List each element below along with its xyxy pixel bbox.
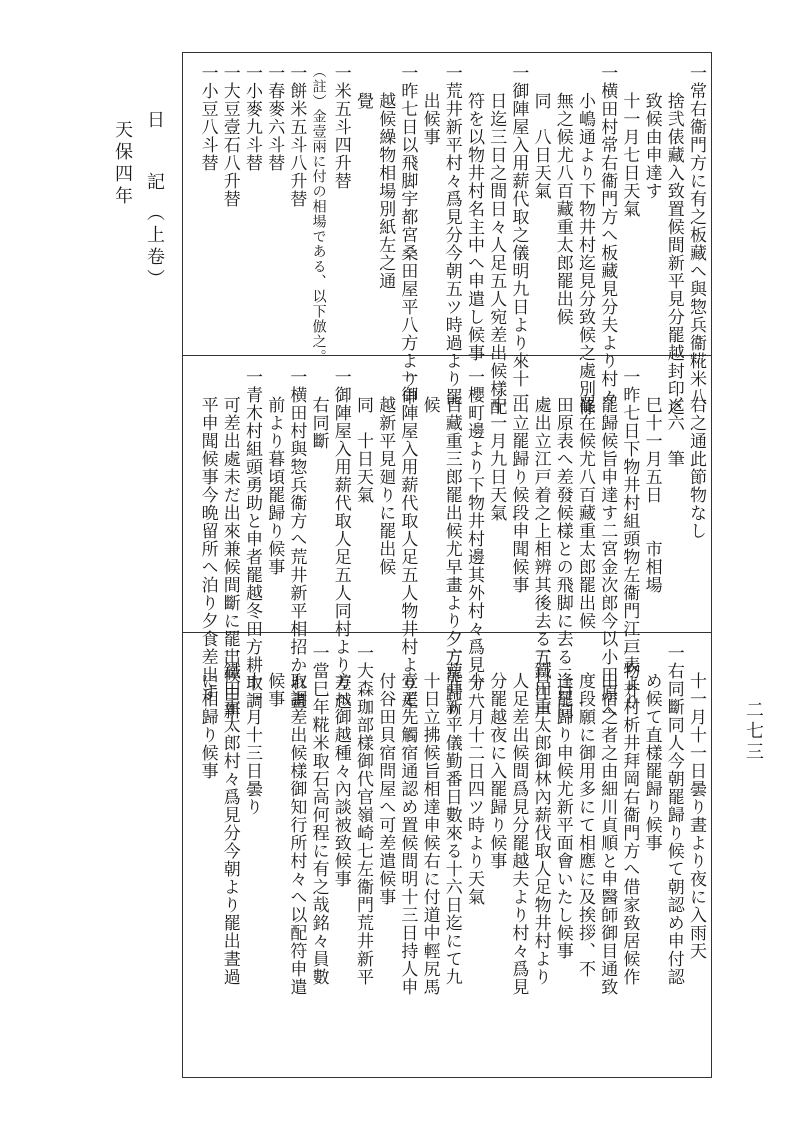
middle-line: 前より暮頃罷歸り候事 [264,396,285,576]
header-title-b: 記 [144,171,165,194]
middle-line: 十一月九日天氣 [486,396,507,522]
bottom-line: 候事 [264,672,285,708]
top-line: 日迄三日之間日々人足五人宛差出候樣配 [486,92,507,416]
top-line: 一小豆八斗替 [197,64,218,172]
header-volume: （上卷） [144,203,165,292]
bottom-line: 人足差出候間爲見分罷越夫より村々爲見 [508,672,529,996]
top-line: 一米五斗四升替 [330,64,351,190]
bottom-line: 一鐵田重太郎御林內薪伐取人足物井村より [530,644,551,986]
page-number: 二七三 [743,700,764,763]
middle-line: 同 十日天氣 [353,396,373,504]
bottom-line: に相歸り候事 [197,672,218,780]
middle-line: 罷歸候旨申達す二宮金次郎今以小田原へ [597,396,618,720]
middle-line: 出立罷歸り候段申聞候事 [508,396,529,594]
middle-line: 罷在候尤八百藏重太郎罷出候 [575,396,595,630]
middle-line: 百藏重三郎罷出候尤早畫より夕方罷歸り [441,396,462,720]
header-title-a: 日 [144,110,165,132]
top-line: 一大豆壹石八升替 [219,64,240,208]
bottom-line: 方へ御越種々內談被致候事 [330,672,351,888]
bottom-line: 壹疋先觸宿通認め置候間明十三日持人申 [397,672,418,996]
bottom-line: め候て直樣罷歸り候事 [641,672,662,852]
top-line: 一荒井新平村々爲見分今朝五ツ時過より罷 [441,64,462,406]
top-line: 無之候尤八百藏重太郎罷出候 [552,92,573,326]
top-line: （註）金壹兩に付の相場である、以下倣之。 [310,64,327,364]
top-line: 一餅米五斗八升替 [286,64,307,208]
top-line: 一常右衞門方に有之板藏へ與惣兵衞糀米八 [686,64,706,406]
middle-line: 候 [419,396,440,414]
top-line: 出候事 [419,92,440,146]
header-era: 天保四年 [112,120,133,208]
bottom-line: 山宿之者之由細川貞順と申醫師御目通致 [597,672,618,996]
middle-line: 越新平見廻りに罷出候 [375,396,396,576]
top-line: 一春麥六斗替 [264,64,285,172]
top-line: 同 八日天氣 [530,92,551,200]
top-line: 捨弐俵藏入致置候間新平見分罷越封印迄 [663,92,684,416]
bottom-line: 付谷田貝宿問屋へ可差遣候事 [375,672,396,906]
bottom-line: 一右同斷同人今朝罷歸り候て朝認め申付認 [663,644,684,986]
top-line: 小嶋通より下物井村迄見分致候之處別條 [575,92,595,416]
middle-line: 一横田村與惣兵衞方へ荒井新平相招かれ畫 [286,368,307,710]
middle-line: 巳十一月五日 市相場 [641,396,662,594]
bottom-line: 十日立拂候旨相達申候右に付道中輕尻馬 [419,672,440,996]
bottom-line: 一大森珈部樣御代官嶺崎七左衞門荒井新平 [353,644,373,986]
top-line: 致候由申達す [641,92,662,200]
bottom-line: 分罷越夜に入罷歸り候事 [486,672,507,870]
middle-line: 右之通此節物なし [686,396,706,540]
middle-line: 〆六 筆 [663,396,684,468]
middle-line: 一御陣屋入用薪代取人足五人物井村より差 [397,368,418,710]
bottom-line: 一荒井新平儀勤番日數來る十六日迄にて九 [441,644,462,986]
top-line: 一小麥九斗替 [242,64,262,172]
middle-line: 一櫻町邊より下物井村邊其外村々爲見分八 [464,368,484,710]
bottom-line: 一物井村析井拜岡右衞門方へ借家致居候作 [619,644,640,986]
top-line: 一昨七日以飛脚宇都宮桑田屋平八方より申 [397,64,418,406]
top-line: 一横田村常右衞門方へ板藏見分夫より村々 [597,64,618,406]
middle-line: 右同斷 [308,396,329,450]
top-line: 符を以物井村名主中へ申遣し候事 [464,92,484,362]
bottom-line: 一鐵田重太郎村々爲見分今朝より罷出晝過 [219,644,240,986]
top-line: 覺 [353,92,373,110]
bottom-line: 取調差出候樣御知行所村々へ以配符申遣 [286,672,307,996]
bottom-line: 度段願に御用多にて相應に及挨拶、不 [575,672,595,978]
bottom-line: 逢罷歸り申候尤新平面會いたし候事 [552,672,573,960]
bottom-line: 一當巳年糀米取石高何程に有之哉銘々員數 [308,644,329,986]
middle-line: 田原表へ差發候樣との飛脚に去る二日同 [552,396,573,720]
running-header [112,110,170,370]
middle-line: 處出立江戸着之上相辨其後去る五日江戸 [530,396,551,720]
top-line: 越候繰物相場別紙左之通 [375,92,396,290]
top-line: 十一月七日天氣 [619,92,640,218]
middle-line: 平申聞候事今晩留所へ泊り夕食差出す [197,396,218,702]
bottom-line: 十一月十三日曇り [242,672,262,816]
middle-line: 一御陣屋入用薪代取人足五人同村より差越 [330,368,351,710]
bottom-line: 十一月十一日曇り晝より夜に入雨天 [686,672,706,960]
middle-line: 一青木村組頭勇助と申者罷越冬田方耕取調 [242,368,262,710]
bottom-line: 十一月十二日四ツ時より天氣 [464,672,484,906]
middle-line: 一昨七日下物井村組頭物左衞門江戸表より [619,368,640,710]
top-line: 一御陣屋入用薪代取之儀明九日より來十一 [508,64,529,406]
middle-line: 可差出處未だ出來兼候間斷に罷出候由新 [219,396,240,720]
